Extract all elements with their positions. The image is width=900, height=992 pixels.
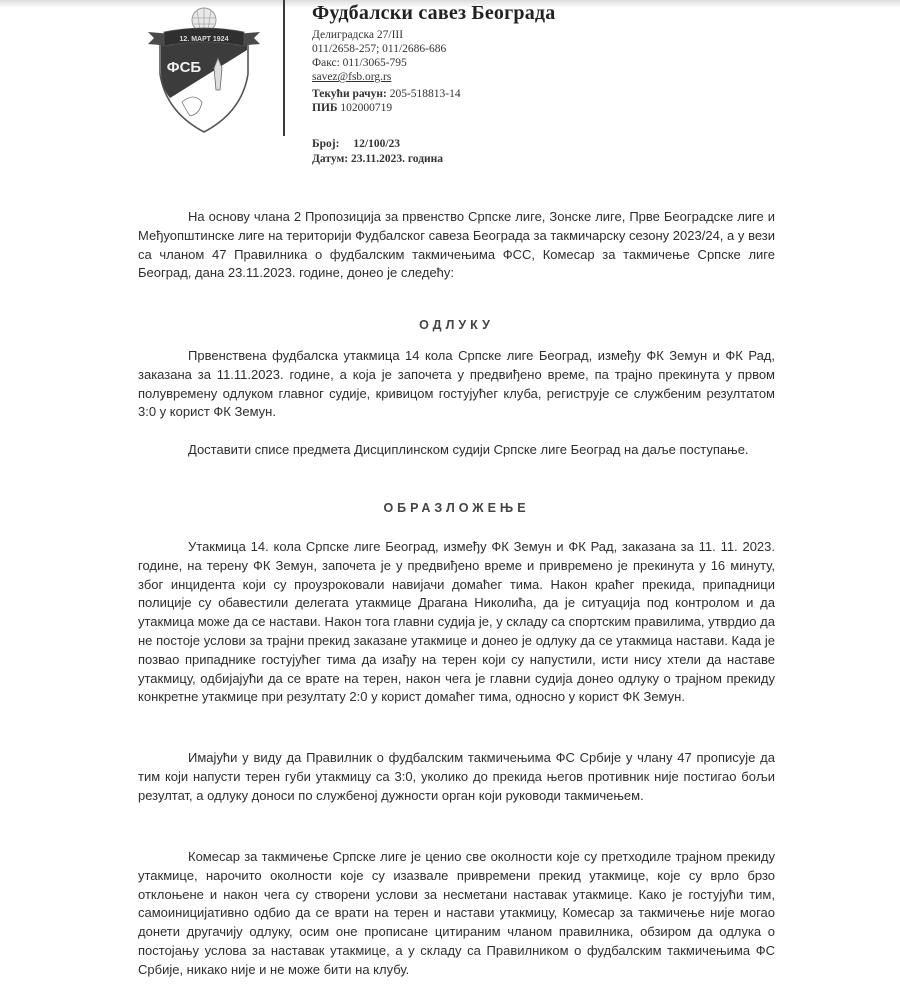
- reference-block: [312, 137, 443, 167]
- intro-text: На основу члана 2 Пропозиција за првенство Српске лиге, Зонске лиге, Прве Београдске лиге и Међуопштинске лиге на територији Фудбалског савеза Београда за такмичарску сезону 2023/24, а у вези са чланом 47 Правилника о фудбалским такмичењима ФСС, Комесар за такмичење Српске лиге Београд, дана 23.11.2023. године, донео је следећу:: [138, 209, 775, 281]
- logo-initials: ФСБ: [166, 59, 202, 76]
- commissioner-paragraph: [138, 848, 775, 980]
- reference-number: 12/100/23: [353, 138, 401, 150]
- reasoning-text-3: Комесар за такмичење Српске лиге је ценио све околности које су претходиле трајном прекиду утакмице, нарочито околности које су изазвале привремени прекид утакмице, које су врло брзо отклоњене и након чега су створени услови за несметани наставак утакмице. Како је гостујући тим, самоиницијативно одбио да се врати на терен и настави утакмицу, Комесар за такмичење није могао донети другачију одлуку, осим оне прописане цитираним чланом правилника, обзиром да одлука о постојању услова за наставак утакмице, а у складу са Правилником о фудбалским такмичењима ФС Србије, никако није и не може бити на клубу.: [138, 849, 775, 977]
- phone-numbers: 011/2658-257; 011/2686-686: [312, 43, 447, 55]
- regulation-paragraph: [138, 749, 775, 805]
- document-date: 23.11.2023. година: [351, 153, 444, 165]
- address: Делиградска 27/III: [312, 29, 404, 41]
- account-number: 205-518813-14: [389, 88, 461, 100]
- pib-label: ПИБ: [312, 102, 338, 114]
- document-date-label: Датум:: [312, 153, 349, 165]
- document-date-line: [312, 152, 443, 167]
- email-link[interactable]: savez@fsb.org.rs: [312, 71, 392, 83]
- fax-line: [312, 56, 555, 70]
- reasoning-heading: ОБРАЗЛОЖЕЊЕ: [383, 501, 530, 515]
- reference-number-line: [312, 137, 443, 152]
- delivery-paragraph: [138, 441, 775, 460]
- reasoning-paragraph: [138, 538, 775, 707]
- reasoning-text-1: Утакмица 14. кола Српске лиге Београд, између ФК Земун и ФК Рад, заказана за 11. 11. 2023. године, на терену ФК Земун, започета је у предвиђено време и привремено је прекинута у 16 минуту, због инцидента који су проузроковали навијачи домаћег тима. Након краћег прекида, припадници полиције су обавестили делегата утакмице Драгана Николића, да је ситуација под контролом и да утакмица може да се настави. Након тога главни судија је, у складу са спортским правилима, утврдио да не постоје услови за трајни прекид заказане утакмице и донео је одлуку да се утакмица настави. Када је позвао припаднике гостујућег тима да изађу на терен који су напустили, исти нису хтели да наставе утакмицу, одбијајући да се врате на терен, након чега је главни судија донео одлуку о трајном прекиду конкретне утакмице при резултату 2:0 у корист домаћег тима, односно у корист ФК Земун.: [138, 539, 775, 705]
- pib-number: 102000719: [340, 102, 393, 114]
- delivery-text: Доставити списе предмета Дисциплинском судији Српске лиге Београд на даље поступање.: [188, 442, 749, 457]
- intro-paragraph: [138, 208, 775, 283]
- fax-label: Факс:: [312, 57, 340, 69]
- account-line: [312, 87, 555, 101]
- fsb-shield-logo-icon: [142, 6, 266, 136]
- decision-text: Првенствена фудбалска утакмица 14 кола Српске лиге Београд, између ФК Земун и ФК Рад, заказана за 11.11.2023. године, а која је започета у предвиђено време, па трајно прекинута у првом полувремену одлуком главног судије, кривицом гостујућег клуба, региструје се службеним резултатом 3:0 у корист ФК Земун.: [138, 348, 775, 420]
- organization-name: Фудбалски савез Београда: [312, 2, 556, 24]
- header-vertical-divider: [283, 0, 285, 136]
- reasoning-text-2: Имајући у виду да Правилник о фудбалским такмичењима ФС Србије у члану 47 прописује да тим који напусти терен губи утакмицу са 3:0, уколико до прекида његов противник није постигао бољи резултат, а одлуку доноси по службеној дужности орган који руководи такмичењем.: [138, 750, 775, 803]
- reference-number-label: Број:: [312, 138, 340, 150]
- pib-line: [312, 101, 555, 115]
- account-label: Текући рачун:: [312, 88, 387, 100]
- decision-paragraph: [138, 347, 775, 422]
- decision-heading: ОДЛУКУ: [419, 318, 494, 332]
- letterhead: [312, 2, 555, 115]
- fax-number: 011/3065-795: [342, 57, 407, 69]
- logo-ribbon-text: 12. МАРТ 1924: [179, 36, 229, 43]
